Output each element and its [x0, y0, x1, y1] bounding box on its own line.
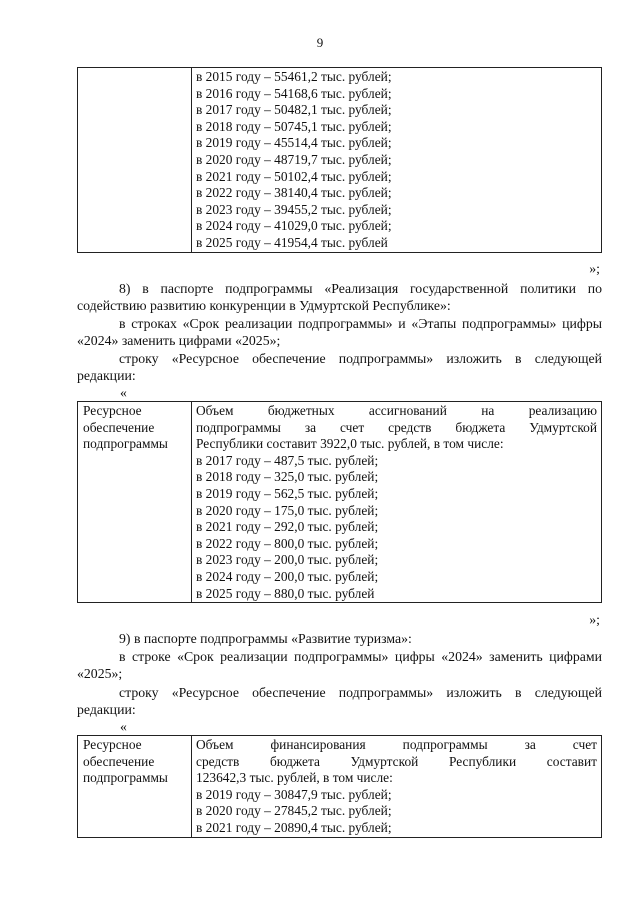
section-9-heading: 9) в паспорте подпрограммы «Развитие туризма»:: [119, 631, 412, 646]
year-line: в 2020 году – 48719,7 тыс. рублей;: [196, 151, 392, 167]
year-line: в 2019 году – 45514,4 тыс. рублей;: [196, 135, 392, 151]
label-line: подпрограммы: [83, 770, 168, 786]
table-label-cell: [78, 68, 192, 253]
year-line: в 2022 году – 38140,4 тыс. рублей;: [196, 185, 392, 201]
year-line: в 2021 году – 292,0 тыс. рублей;: [196, 519, 379, 535]
year-line: в 2018 году – 50745,1 тыс. рублей;: [196, 118, 392, 134]
year-line: в 2025 году – 41954,4 тыс. рублей: [196, 234, 388, 250]
intro-line: Объем бюджетных ассигнований на реализацию: [196, 403, 597, 418]
year-line: в 2024 году – 200,0 тыс. рублей;: [196, 568, 379, 584]
opening-quote: «: [120, 719, 127, 734]
label-line: Ресурсное: [83, 403, 142, 418]
year-line: в 2023 году – 200,0 тыс. рублей;: [196, 552, 379, 568]
table-label-cell: [78, 736, 192, 838]
year-line: в 2022 году – 800,0 тыс. рублей;: [196, 535, 379, 551]
section-8-term-change: в строках «Срок реализации подпрограммы» и «Этапы подпрограммы» цифры «2024» заменить цифрами «2025»;: [77, 316, 602, 349]
intro-line: подпрограммы за счет средств бюджета Удмуртской: [196, 419, 597, 435]
year-line: в 2025 году – 880,0 тыс. рублей: [196, 585, 375, 601]
year-line: в 2023 году – 39455,2 тыс. рублей;: [196, 201, 392, 217]
year-line: в 2018 году – 325,0 тыс. рублей;: [196, 469, 379, 485]
year-line: в 2017 году – 50482,1 тыс. рублей;: [196, 102, 392, 118]
year-line: в 2017 году – 487,5 тыс. рублей;: [196, 452, 379, 468]
label-line: подпрограммы: [83, 436, 168, 452]
intro-line: 123642,3 тыс. рублей, в том числе:: [196, 770, 393, 786]
table-label-cell: [78, 402, 192, 603]
label-line: Ресурсное: [83, 737, 142, 752]
year-line: в 2021 году – 20890,4 тыс. рублей;: [196, 819, 392, 835]
label-line: обеспечение: [83, 419, 155, 435]
intro-line: Республики составит 3922,0 тыс. рублей, в том числе:: [196, 436, 504, 452]
table-value-cell: [192, 68, 602, 253]
closing-quote: »;: [589, 612, 600, 627]
funding-table-competition: [77, 401, 602, 603]
section-8-resource-intro: строку «Ресурсное обеспечение подпрограммы» изложить в следующей редакции:: [77, 351, 602, 384]
table-value-cell: [192, 402, 602, 603]
year-line: в 2015 году – 55461,2 тыс. рублей;: [196, 69, 392, 84]
intro-line: Объем финансирования подпрограммы за счет: [196, 737, 597, 752]
closing-quote: »;: [589, 261, 600, 276]
label-line: обеспечение: [83, 753, 155, 769]
year-line: в 2019 году – 30847,9 тыс. рублей;: [196, 786, 392, 802]
table-value-cell: [192, 736, 602, 838]
year-line: в 2024 году – 41029,0 тыс. рублей;: [196, 218, 392, 234]
intro-line: средств бюджета Удмуртской Республики составит: [196, 753, 597, 769]
year-line: в 2020 году – 27845,2 тыс. рублей;: [196, 803, 392, 819]
section-9-term-change: в строке «Срок реализации подпрограммы» цифры «2024» заменить цифрами «2025»;: [77, 649, 602, 682]
year-line: в 2019 году – 562,5 тыс. рублей;: [196, 485, 379, 501]
year-line: в 2021 году – 50102,4 тыс. рублей;: [196, 168, 392, 184]
section-9-resource-intro: строку «Ресурсное обеспечение подпрограммы» изложить в следующей редакции:: [77, 685, 602, 718]
year-line: в 2020 году – 175,0 тыс. рублей;: [196, 502, 379, 518]
funding-table-continuation: [77, 67, 602, 253]
opening-quote: «: [120, 385, 127, 400]
year-line: в 2016 году – 54168,6 тыс. рублей;: [196, 85, 392, 101]
page-number: 9: [316, 35, 324, 50]
section-8-heading: 8) в паспорте подпрограммы «Реализация государственной политики по содействию развитию конкуренции в Удмуртской Республике»:: [77, 281, 602, 314]
funding-table-tourism: [77, 735, 602, 838]
